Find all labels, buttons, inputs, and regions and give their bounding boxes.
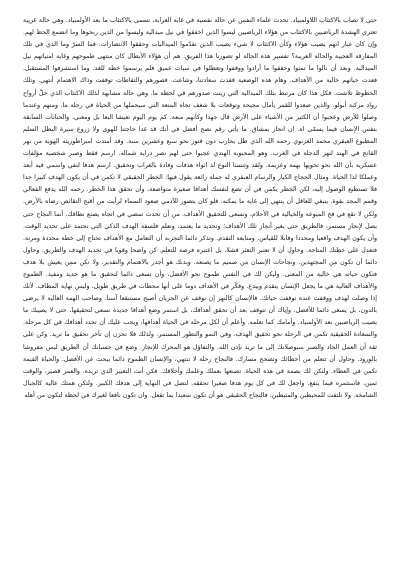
document-page xyxy=(23,15,377,551)
body-paragraph: حتى لا تصاب بالاكتئاب اللاولمبياد. تحدث علماء النفس عن حالة نفسية في غاية الغرابة، تسمى بالاكتئاب ما بعد الأولمبياد. وهي حالة غريبة تعتري الهشدة الرياضيين بالاكتئاب من هؤلاء الرياضيين ليسوا الذين اخفقوا في نيل ميدالية وليسوا من الذين ربحوها وما انضمع الحظ لهم. وإن كان عبار انهم يصيب هؤلاء وكأن الاكتئاب لا شيء يصيب الذين تقدّموا الميداليات وحققوا الانتصارات. فما السرّ وما الذي في تلك المفارقة العجيبة والحالة الغريبة؟ تفسير هذه الحالة لو تصورنا هذا الفريق. هم أن هؤلاء الأبطال كان منتهى طموحهم وغاية امنياتهم نيل الميدالية. وبعد أن نالوا ما تمنوا وحققوا ما أرادوا ووقفوا وتعطلوا في سبات عميق فلم يرسموا خطة للغد. وما استشرفوا المستقبل. فغدت حياتهم خالية من الأهداف. وهام هذه الوضعية فقدت سعادتنا، وشاعت. فصورهم والتقاطات توقفت وذاك الاهتمام أنتهى. وتلك الحظوظ تلاشت. فكل هذا كان مرتبط بتلك الميدالية التي زينت صدورهم في لحظة ما. وهي حالة مشابهة لذلك الاكتئاب الذي حلّ أرواح رواد مركبة أبولو. والذين صعدوا للقمر بأمال مجيحة وتوقعات بلا شغف تجاه المنعة التي سيحملها من الحياة في رحلة ما. ومنهم وعندما وصلوا للأرض وعجبوا أن الكثير من الأشياء على الأرض قال جهدا وكأنهم منعة. كم يوم اليوم تعيشا البعا بل ومعنى، والحنانات السابقة بنفس الإنسان فيما يسمّى اه. ان انجاز بمشاق. ما يأتي رقم نصح أفضل في أنك قد غدا حاجتنا للهوى ولا زروع سيرة البطل السلم المطبوع العبقري محمد الغزنوي رحمه الله الذي ظل يحارب دون فتور نحو سبع وعشرين سنة. وقد أمتدت امبراطوريته الهوية من نهر القانج في الهند لنهر الدجلة في الغرب. وهو المحبوبة الهندي عجبوا حتى لهم نصر دراية شماله. ارسم فقط وصبر شخصية مؤلفات عسكرية بأن الله نحو تحويها بهمة وعزيمة. ولقد وتنسنا النوع لذ انواء هدفات وفادة بالغراب وتحقيق. ارسم هدفا لنفي واسمي فيه أبعد وعملكا لذا الحياة. ومثال الحجاج الكبار والرسام العبقري له جملة رائعة يقول فيها: الخطر الحقيقي لا تكمن في أن يكون الهدف كبيرا جدا فلا تستطيع الوصول إليه، لكن الخطر يكمن في أن تضع لنفسك أهدافا صغيرة متواضعة، وأن تحقق هذا الخطر. رحمه الله يدفع الفعالي وقمم المجد بقوة. ينبغي للعاقل أن ينتهي إلى غاية ما يمكنه. فلو كان يتصور للآدمي صعود السماء لرأيت من أقبح النقائص رضاه بالأرض. ولكن لا تقع في فخ الميوعة والخيالية في الأحلام، وتسعى للتحقيق الأهداف. من أن تحدث تمضي في اتجاه يصنع نطاقك. أنما النجاح حتى يصل لإنجاز مستمر، فالطريق حتى يغير أنجاز تلك الأهداف؛ وتحديد ما يعتمد، وتعلم فلسفة الهدف الذكي التي تحتمد على تحديد الوقت. وأن يكون الهدف واقعيا ومحددا وقابلا للقياس. ومتابعة التقدم. وتذكر دائما التجربة أن التعامل مع الأهداف تحتاج إلى خطة محددة ومرنة. فتعدل على خطتك المتاحة. وحاول أن لا تعتبر التعثر فشلا، بل اعتبره فرصة للتعلم. كن واضحا وقويا في تحديد الهدف والطريق. وحاول دائما أن تكون من المجتهدين. ونجاحات الإنسان من صميم ما يصنعه. وبدنك هو أجدر بالاهتمام والتقدير. ولا تكن ممن يعيش بلا هدف فتكون حياته هي خالية من المعنى. وليكن لك في النفس طموح نحو الأفضل، وأن تسعى دائما لتحقيق ما هو جديد ومفيد. الطموح والأهداف العالية هي ما يجعل الإنسان يتقدم ويبدع. وفكّر في الأهداف دوما على أنها محطات في طريق طويل، وليس نهاية المطاف. لأنك إذا وصلت لهدف ووقفت عنده توقفت حياتك. فالإنسان كالنهر إن توقف عن الجريان أصبح مستنقعا آسنا. وصاحب الهمة العالية لا يرضى بالدون، بل يسعى دائما للأفضل. وإياك أن تتوقف بعد أن تحقق أهدافك، بل استمر وضع أهدافا جديدة تسعى لتحقيقها، حتى لا يصيبك ما يصيب الرياضيين بعد الأولمبياد. وأمامك كما تعلمه. وأعلم أن لكل مرحلة في الحياة أهدافها، ويجب عليك أن تحدد أهدافك في كل مرحلة. والسعادة الحقيقية تكمن في الرحلة نحو تحقيق الهدف، وفي النمو والتطور المستمر. ولذلك فلا تحزن إن تأخر تحقيق ما تريد. وكن على ثقة أن العمل الجاد والصبر سيوصلانك إلى ما تريد بإذن الله. والتفاؤل هو المحرك للإنجاز. وضع في حسبانك أن الطريق ليس مفروشا بالورود. وحاول أن تتعلم من أخطائك وتصحح مسارك. فالنجاح رحلة لا تنتهي، والإنسان الطموح دائما يبحث عن الأفضل. والحياة القيمة تكمن في العطاء. ولتكن لك بصمة في هذه الحياة. تصنعها بعملك وعلمك وأخلاقك. فكن أنت التغيير الذي تريده. والعمر قصير، والوقت ثمين، فاستثمره فيما ينفع. واجعل لك في كل يوم هدفا صغيرا تحققه. لتصل في النهاية إلى هدفك الكبير. ولتكن همتك عالية كالجبال الشامخة. ولا تلتفت للمحبطين والمثبطين. فالنجاح الحقيقي هو أن تكون سعيدا بما تفعل. وان تكون نافعا لغيرك في لحظة لتكون من أهله xyxy=(23,17,377,399)
